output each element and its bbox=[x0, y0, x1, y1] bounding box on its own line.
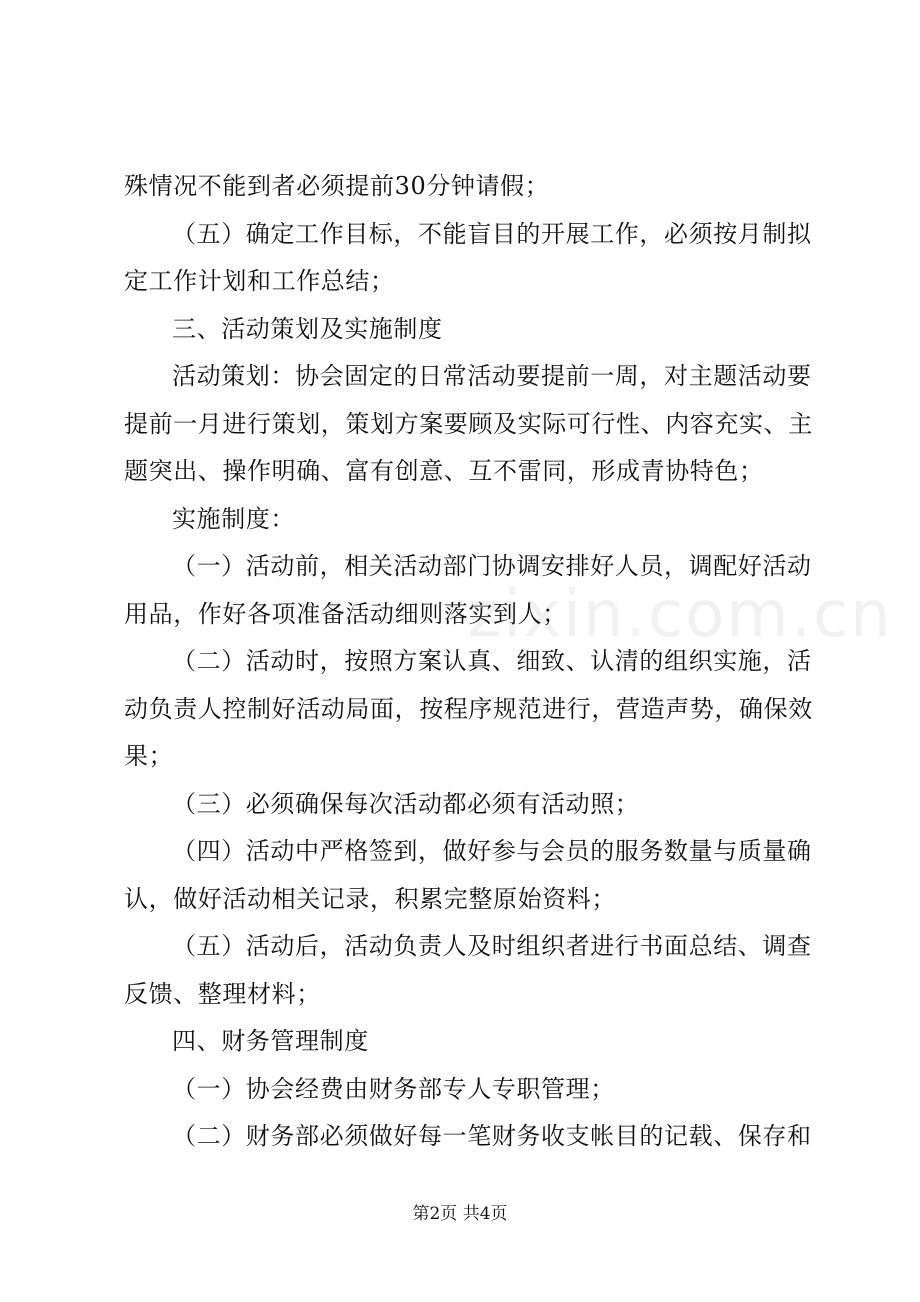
paragraph-line: 实施制度： bbox=[172, 504, 295, 533]
paragraph-line: （三）必须确保每次活动都必须有活动照； bbox=[172, 789, 640, 818]
paragraph-line: 活动策划：协会固定的日常活动要提前一周，对主题活动要 bbox=[172, 362, 812, 390]
page-number-footer: 第2页 共4页 bbox=[412, 1204, 508, 1224]
paragraph-line: （二）财务部必须做好每一笔财务收支帐目的记载、保存和 bbox=[172, 1122, 812, 1150]
paragraph-line: （五）确定工作目标，不能盲目的开展工作，必须按月制拟 bbox=[172, 219, 812, 248]
paragraph-line: （一）活动前，相关活动部门协调安排好人员，调配好活动 bbox=[172, 552, 812, 580]
paragraph-line: （二）活动时，按照方案认真、细致、认清的组织实施，活 bbox=[172, 647, 812, 675]
paragraph-line: 果； bbox=[124, 742, 174, 770]
paragraph-line: （一）协会经费由财务部专人专职管理； bbox=[172, 1074, 615, 1103]
paragraph-line: （四）活动中严格签到，做好参与会员的服务数量与质量确 bbox=[172, 837, 812, 865]
watermark: zixin.com.cn bbox=[468, 578, 893, 652]
paragraph-line: 定工作计划和工作总结； bbox=[124, 267, 395, 295]
paragraph-line: （五）活动后，活动负责人及时组织者进行书面总结、调查 bbox=[172, 932, 812, 960]
paragraph-line: 题突出、操作明确、富有创意、互不雷同，形成青协特色； bbox=[124, 457, 764, 485]
paragraph-line: 殊情况不能到者必须提前30分钟请假； bbox=[124, 172, 550, 200]
paragraph-line: 用品，作好各项准备活动细则落实到人； bbox=[124, 599, 567, 628]
section-heading: 四、财务管理制度 bbox=[172, 1027, 369, 1055]
section-heading: 三、活动策划及实施制度 bbox=[172, 314, 443, 343]
document-body bbox=[124, 163, 813, 1161]
paragraph-line: 提前一月进行策划，策划方案要顾及实际可行性、内容充实、主 bbox=[124, 409, 813, 438]
paragraph-line: 动负责人控制好活动局面，按程序规范进行，营造声势，确保效 bbox=[124, 694, 813, 723]
paragraph-line: 反馈、整理材料； bbox=[124, 979, 321, 1008]
paragraph-line: 认，做好活动相关记录，积累完整原始资料； bbox=[124, 884, 616, 913]
